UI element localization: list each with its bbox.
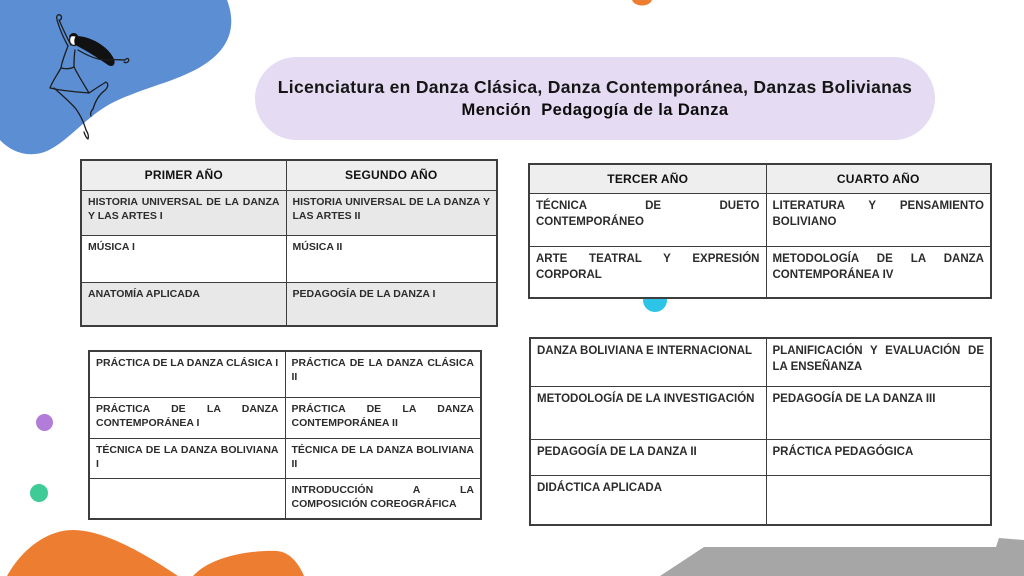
course-cell: PRÁCTICA DE LA DANZA CONTEMPORÁNEA II [285,397,481,438]
course-cell: PEDAGOGÍA DE LA DANZA I [286,282,497,326]
course-table-bottom-left [88,350,482,520]
course-cell: METODOLOGÍA DE LA INVESTIGACIÓN [530,386,766,439]
orange-top-sliver-shape [626,0,658,8]
orange-blob-right [193,551,304,576]
course-cell-empty [766,475,991,525]
header-cell: TERCER AÑO [529,164,766,193]
course-cell: PRÁCTICA DE LA DANZA CLÁSICA I [89,351,285,397]
course-cell: METODOLOGÍA DE LA DANZA CONTEMPORÁNEA IV [766,246,991,298]
course-cell: HISTORIA UNIVERSAL DE LA DANZA Y LAS ARTES I [81,190,286,235]
title-banner [255,57,935,140]
course-cell: PRÁCTICA PEDAGÓGICA [766,439,991,475]
course-cell: PEDAGOGÍA DE LA DANZA III [766,386,991,439]
course-cell: DANZA BOLIVIANA E INTERNACIONAL [530,338,766,386]
course-cell-empty [89,478,285,519]
course-cell: HISTORIA UNIVERSAL DE LA DANZA Y LAS ARTES II [286,190,497,235]
gray-corner-shape [640,530,1024,576]
course-cell: ANATOMÍA APLICADA [81,282,286,326]
year-table-third-fourth [528,163,992,299]
degree-title: Licenciatura en Danza Clásica, Danza Contemporánea, Danzas Bolivianas [277,77,913,97]
course-cell: INTRODUCCIÓN A LA COMPOSICIÓN COREOGRÁFICA [285,478,481,519]
course-cell: MÚSICA II [286,235,497,282]
course-cell: TÉCNICA DE DUETO CONTEMPORÁNEO [529,193,766,246]
orange-blob-left [7,530,178,576]
header-cell: SEGUNDO AÑO [286,160,497,190]
course-cell: PRÁCTICA DE LA DANZA CONTEMPORÁNEA I [89,397,285,438]
course-cell: PRÁCTICA DE LA DANZA CLÁSICA II [285,351,481,397]
course-table-bottom-right [529,337,992,526]
course-cell: PLANIFICACIÓN Y EVALUACIÓN DE LA ENSEÑANZA [766,338,991,386]
course-cell: PEDAGOGÍA DE LA DANZA II [530,439,766,475]
course-cell: MÚSICA I [81,235,286,282]
header-cell: PRIMER AÑO [81,160,286,190]
purple-dot [36,414,53,431]
dancer-illustration-icon [30,10,150,140]
course-cell: LITERATURA Y PENSAMIENTO BOLIVIANO [766,193,991,246]
course-cell: ARTE TEATRAL Y EXPRESIÓN CORPORAL [529,246,766,298]
green-dot [30,484,48,502]
year-table-first-second [80,159,498,327]
header-cell: CUARTO AÑO [766,164,991,193]
degree-mention: Mención Pedagogía de la Danza [461,101,729,119]
course-cell: TÉCNICA DE LA DANZA BOLIVIANA I [89,438,285,478]
course-cell: DIDÁCTICA APLICADA [530,475,766,525]
course-cell: TÉCNICA DE LA DANZA BOLIVIANA II [285,438,481,478]
